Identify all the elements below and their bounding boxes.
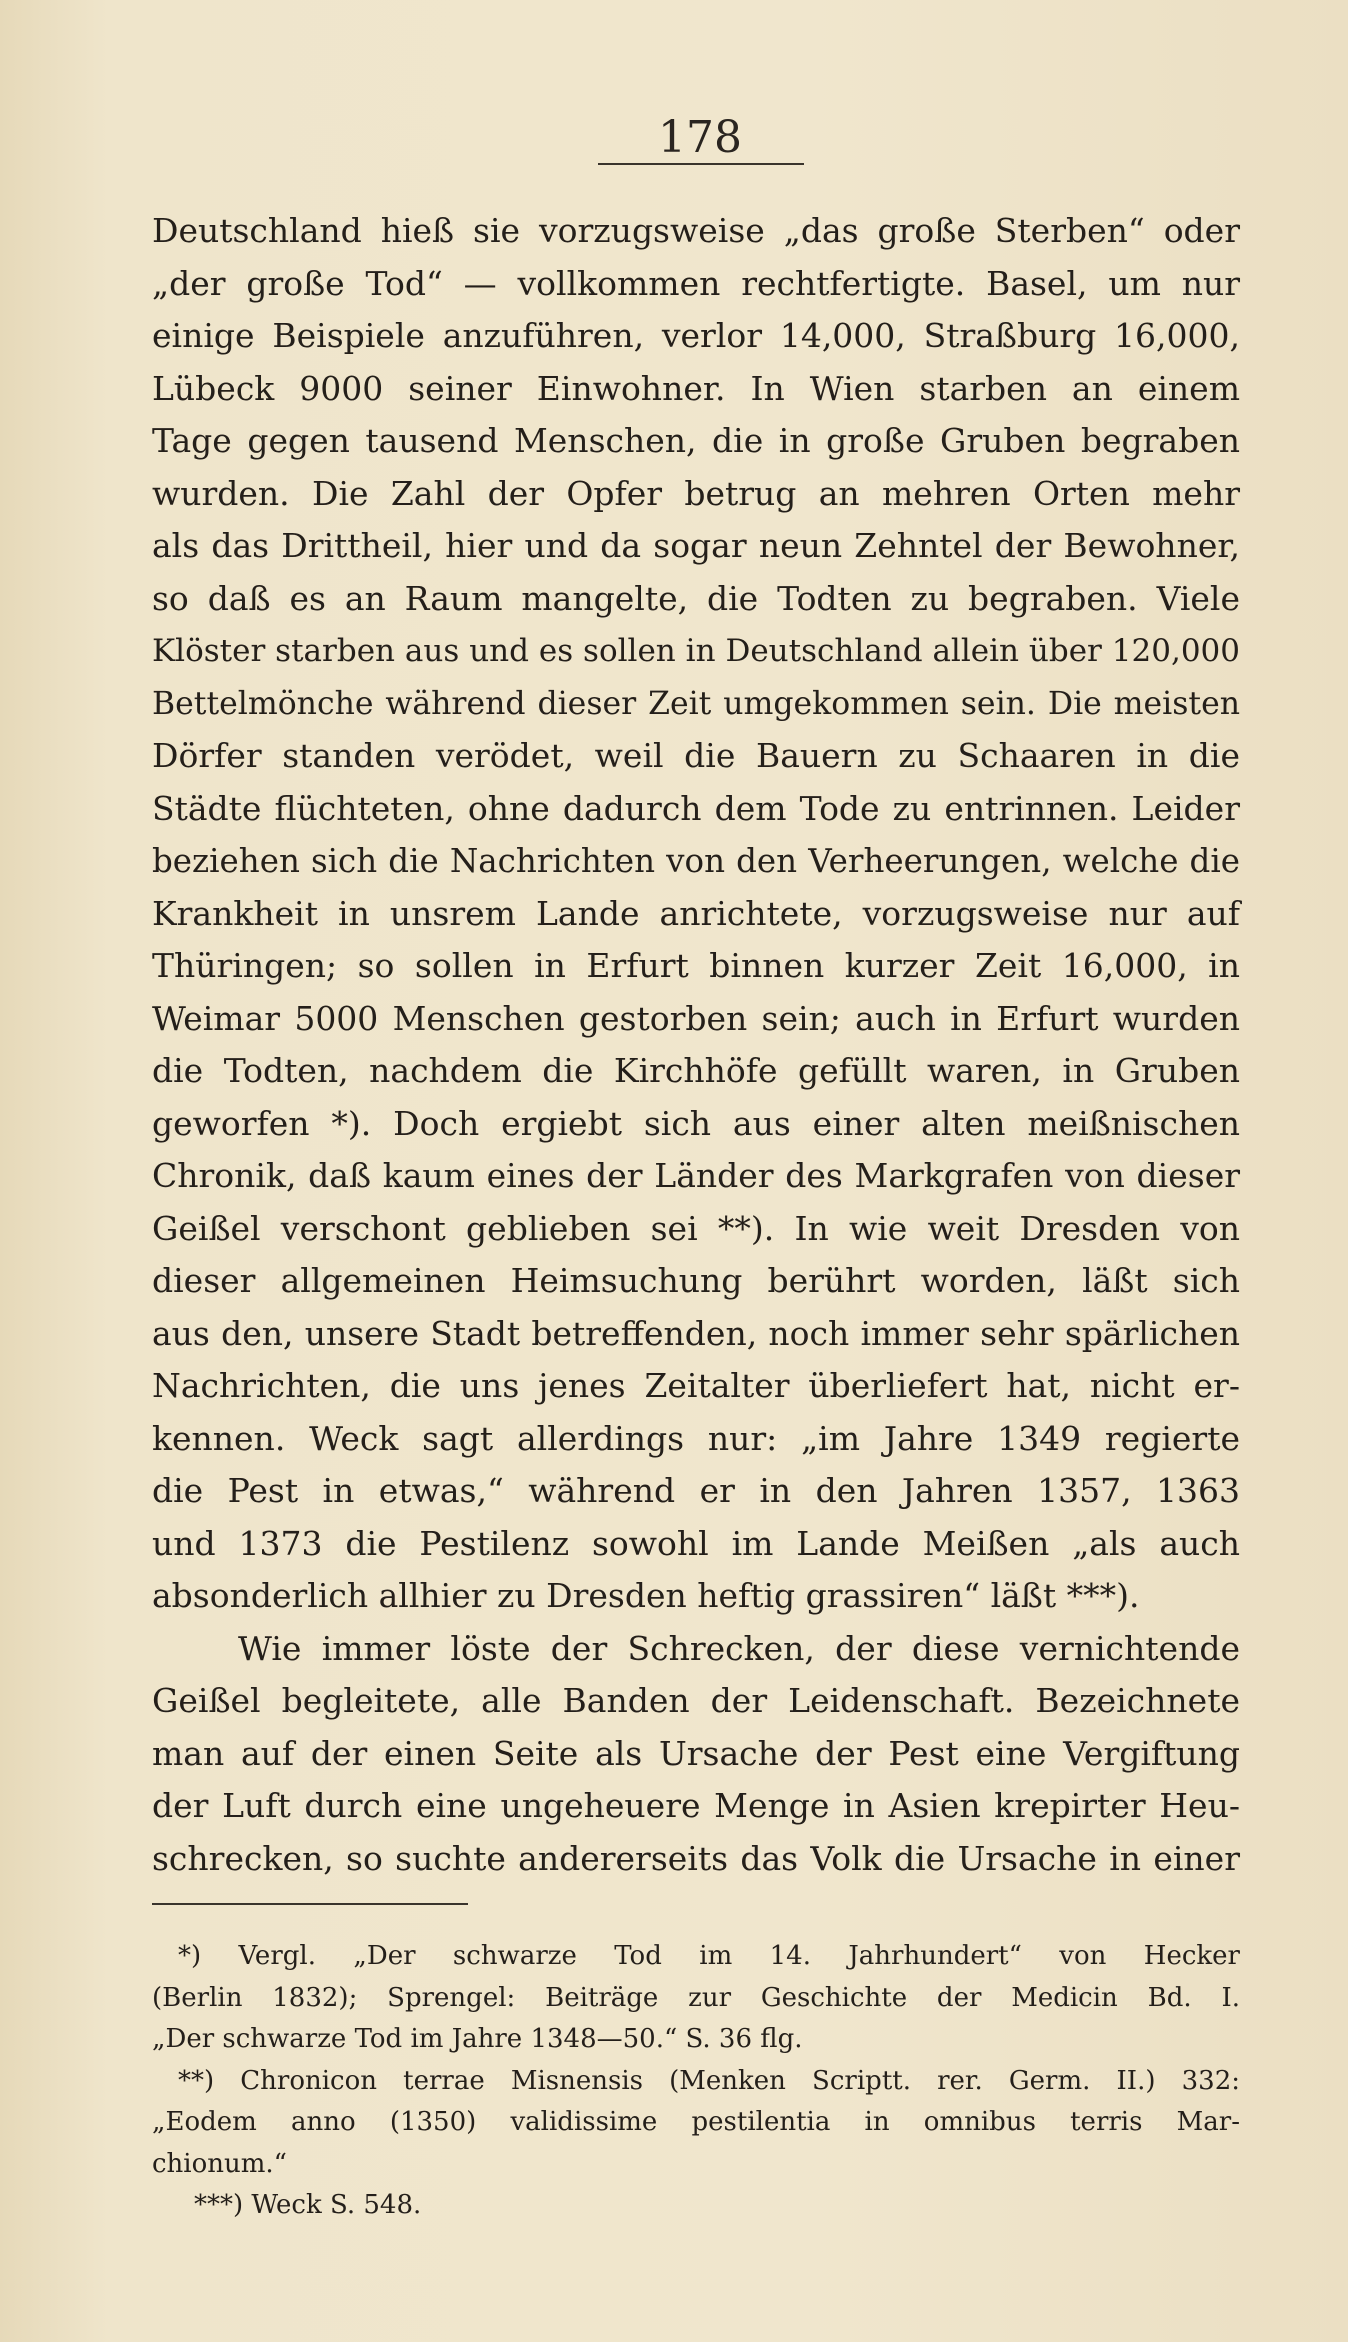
text-line: Tage gegen tausend Menschen, die in große Gruben begraben	[152, 421, 1240, 460]
text-line: kennen. Weck sagt allerdings nur: „im Jahre 1349 regierte	[152, 1418, 1240, 1458]
text-line: Geißel begleitete, alle Banden der Leidenschaft. Bezeichnete	[152, 1681, 1240, 1720]
footnote-line: ***) Weck S. 548.	[194, 2190, 422, 2220]
text-line: Städte flüchteten, ohne dadurch dem Tode zu entrinnen. Leider	[152, 788, 1240, 828]
text-line: Klöster starben aus und es sollen in Deutschland allein über 120,000	[152, 633, 1240, 669]
text-line: Weimar 5000 Menschen gestorben sein; auch in Erfurt wurden	[152, 998, 1240, 1038]
footnote-line: chionum.“	[152, 2148, 287, 2179]
footnote-line: *) Vergl. „Der schwarze Tod im 14. Jahrhundert“ von Hecker	[178, 1941, 1240, 1971]
main-text	[152, 205, 1240, 1885]
text-line: der Luft durch eine ungeheuere Menge in Asien krepirter Heu-	[152, 1786, 1240, 1825]
text-line: so daß es an Raum mangelte, die Todten zu begraben. Viele	[152, 578, 1240, 618]
text-line: dieser allgemeinen Heimsuchung berührt worden, läßt sich	[152, 1261, 1240, 1300]
text-line: einige Beispiele anzuführen, verlor 14,000, Straßburg 16,000,	[152, 316, 1240, 355]
text-line: und 1373 die Pestilenz sowohl im Lande Meißen „als auch	[152, 1523, 1240, 1563]
text-line: geworfen *). Doch ergiebt sich aus einer alten meißnischen	[152, 1103, 1240, 1143]
text-line: die Todten, nachdem die Kirchhöfe gefüllt waren, in Gruben	[152, 1051, 1240, 1090]
text-line: schrecken, so suchte andererseits das Volk die Ursache in einer	[152, 1838, 1240, 1878]
page-number-rule	[598, 163, 804, 165]
footnote-rule	[152, 1903, 468, 1905]
text-line: Geißel verschont geblieben sei **). In wie weit Dresden von	[152, 1208, 1240, 1248]
text-line: Wie immer löste der Schrecken, der diese vernichtende	[238, 1628, 1240, 1668]
footnote-line: „Eodem anno (1350) validissime pestilentia in omnibus terris Mar-	[152, 2107, 1240, 2137]
text-line: „der große Tod“ — vollkommen rechtfertigte. Basel, um nur	[152, 263, 1240, 303]
text-line: Krankheit in unsrem Lande anrichtete, vorzugsweise nur auf	[152, 893, 1240, 933]
text-line: Nachrichten, die uns jenes Zeitalter überliefert hat, nicht er-	[152, 1366, 1240, 1405]
text-line: die Pest in etwas,“ während er in den Jahren 1357, 1363	[152, 1471, 1240, 1510]
text-line: Thüringen; so sollen in Erfurt binnen kurzer Zeit 16,000, in	[152, 946, 1240, 985]
text-line: Dörfer standen verödet, weil die Bauern zu Schaaren in die	[152, 736, 1240, 775]
page-number: 178	[658, 112, 742, 163]
footnote-line: (Berlin 1832); Sprengel: Beiträge zur Geschichte der Medicin Bd. I.	[152, 1982, 1240, 2013]
text-line: man auf der einen Seite als Ursache der Pest eine Vergiftung	[152, 1733, 1240, 1773]
text-line: beziehen sich die Nachrichten von den Verheerungen, welche die	[152, 842, 1240, 880]
footnotes	[152, 1936, 1240, 2227]
footnote-line: „Der schwarze Tod im Jahre 1348—50.“ S. 36 flg.	[152, 2024, 803, 2054]
text-line: aus den, unsere Stadt betreffenden, noch immer sehr spärlichen	[152, 1313, 1240, 1353]
text-line: Chronik, daß kaum eines der Länder des Markgrafen von dieser	[152, 1156, 1240, 1195]
text-line: als das Drittheil, hier und da sogar neun Zehntel der Bewohner,	[152, 526, 1240, 565]
text-line: wurden. Die Zahl der Opfer betrug an mehren Orten mehr	[152, 473, 1240, 513]
footnote-line: **) Chronicon terrae Misnensis (Menken Scriptt. rer. Germ. II.) 332:	[178, 2065, 1240, 2096]
text-line: Bettelmönche während dieser Zeit umgekommen sein. Die meisten	[152, 685, 1240, 722]
text-line: Lübeck 9000 seiner Einwohner. In Wien starben an einem	[152, 368, 1240, 408]
text-line: Deutschland hieß sie vorzugsweise „das große Sterben“ oder	[152, 211, 1240, 250]
text-line: absonderlich allhier zu Dresden heftig grassiren“ läßt ***).	[152, 1576, 1140, 1615]
